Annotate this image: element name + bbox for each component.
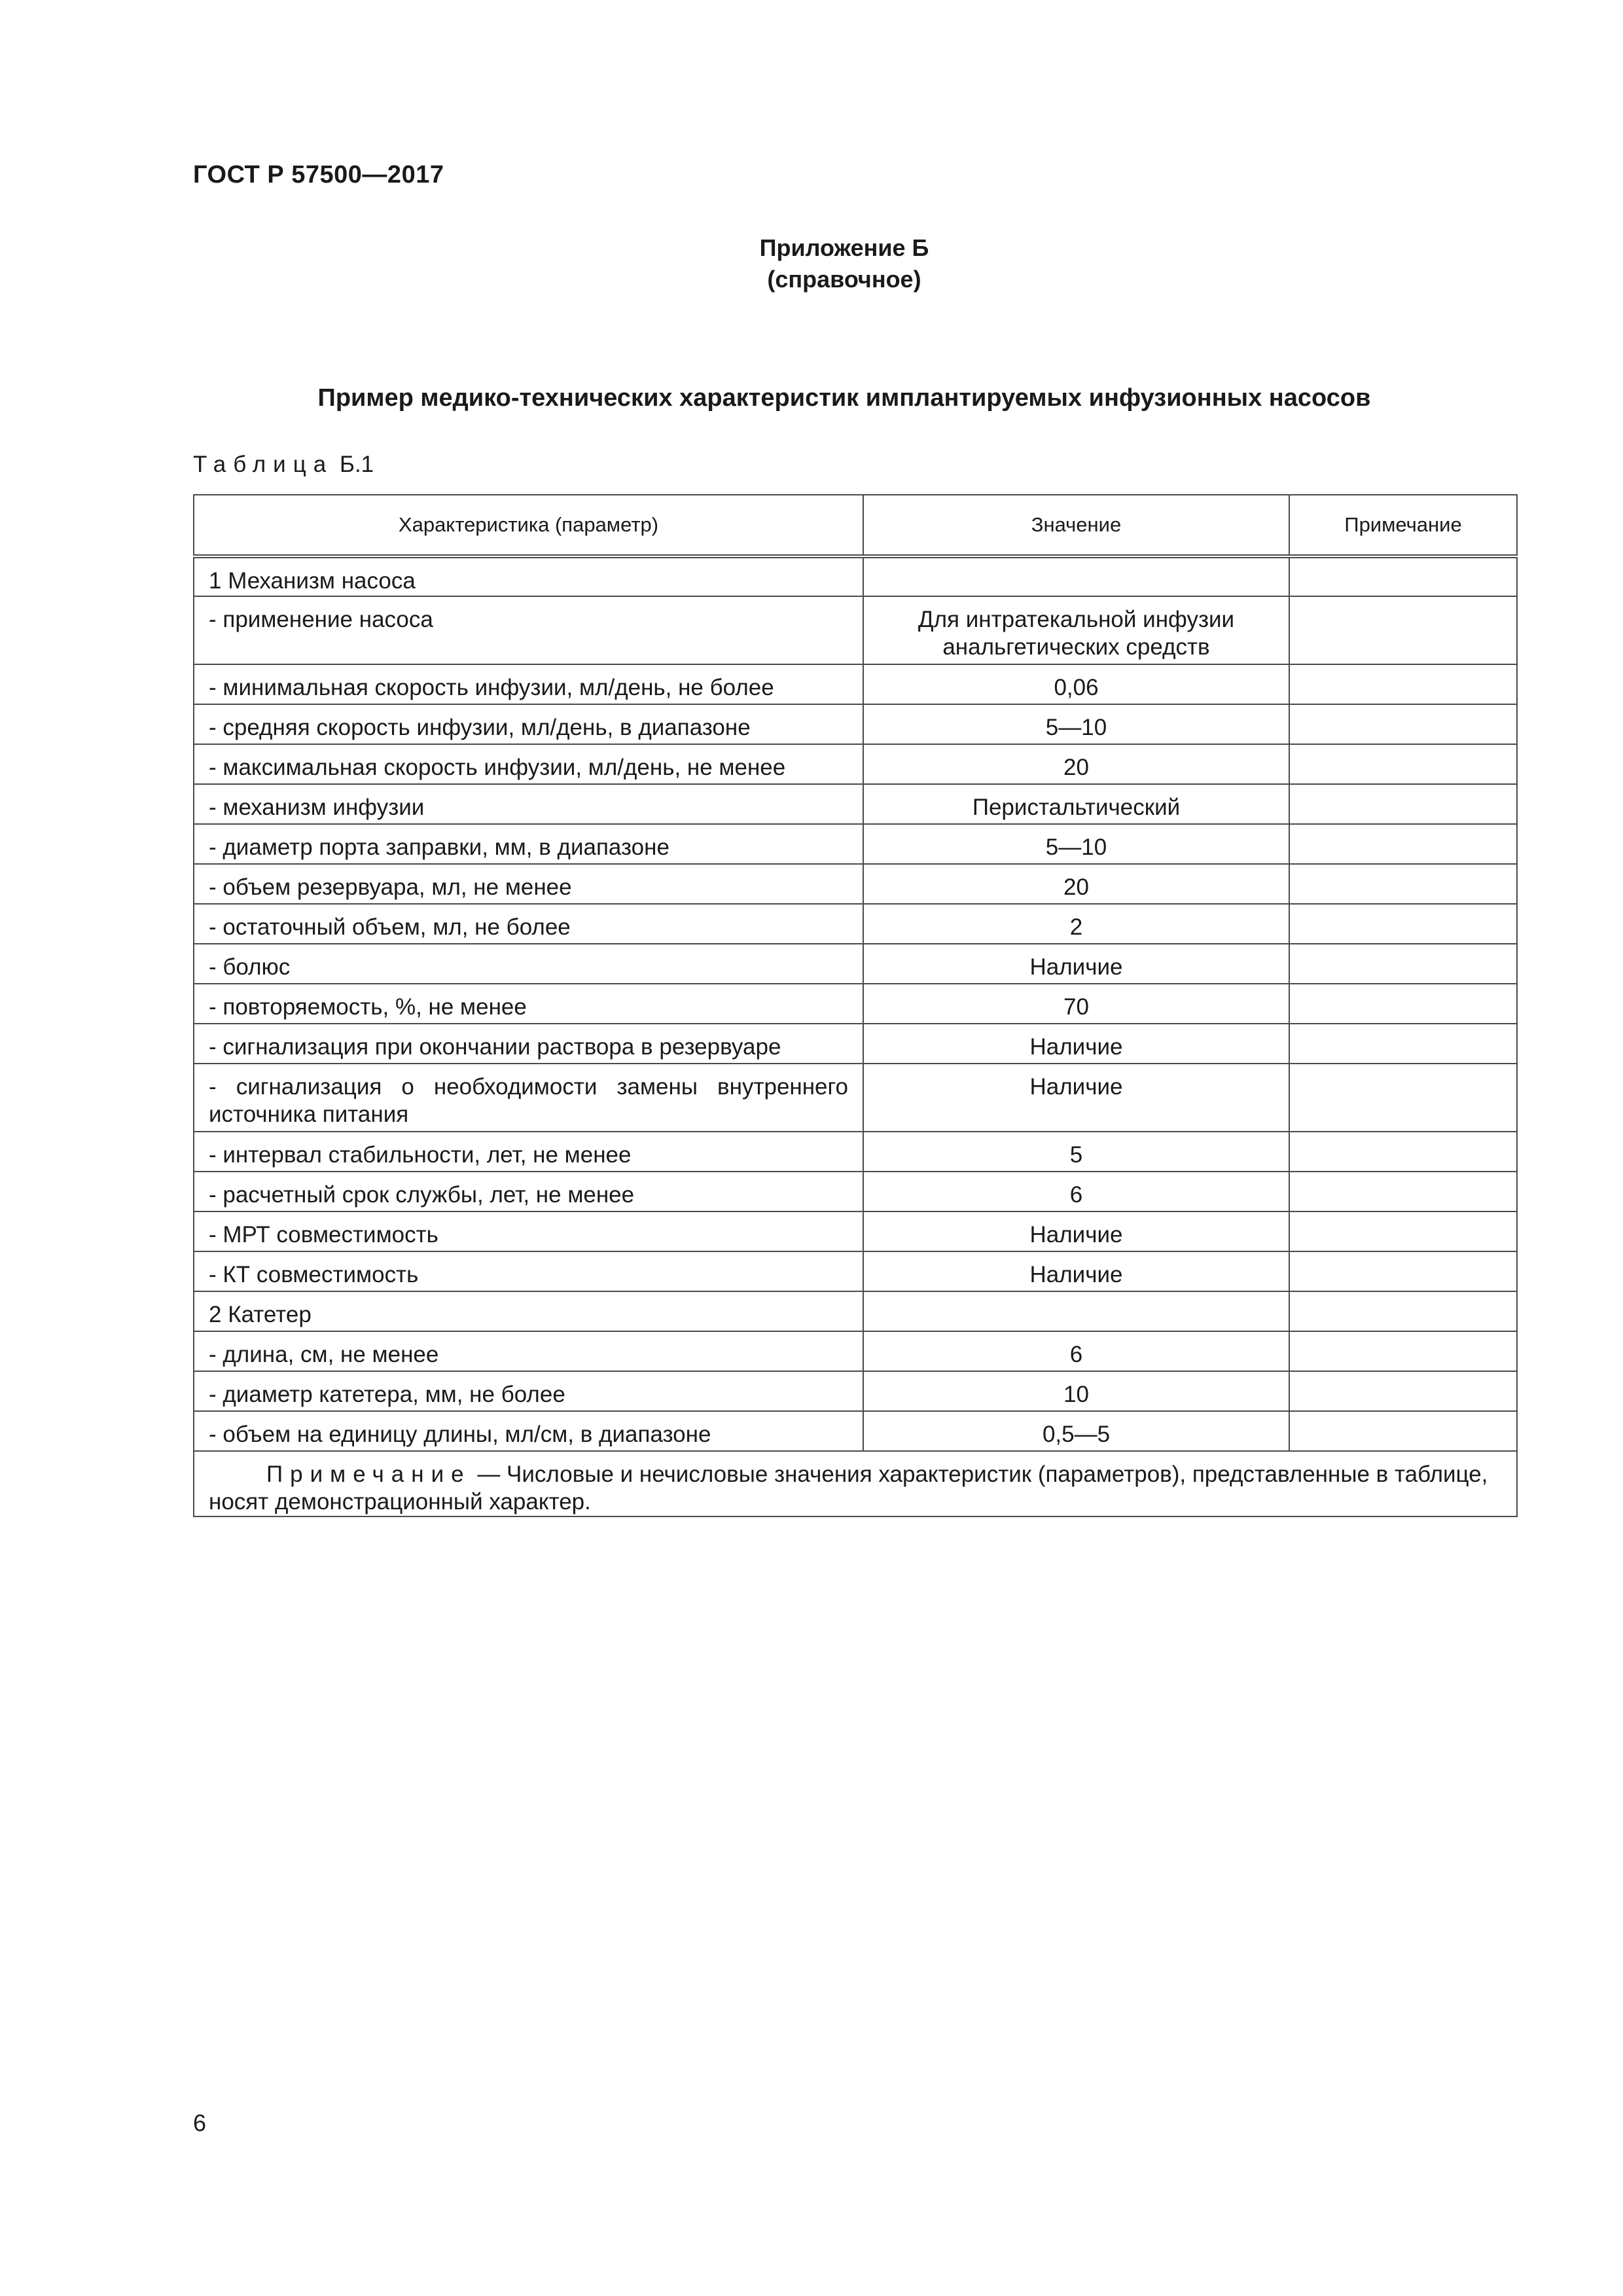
value-cell: 0,06 <box>863 664 1289 704</box>
param-cell: - КТ совместимость <box>194 1251 863 1291</box>
value-cell: Наличие <box>863 1024 1289 1064</box>
table-row <box>194 704 1517 744</box>
note-cell <box>1289 1024 1517 1064</box>
table-row <box>194 1371 1517 1411</box>
value-cell: 70 <box>863 984 1289 1024</box>
note-cell <box>1289 1211 1517 1251</box>
value-cell: Наличие <box>863 944 1289 984</box>
note-cell <box>1289 1064 1517 1132</box>
note-cell <box>1289 1172 1517 1211</box>
table-label-word: Таблица <box>193 452 334 477</box>
value-cell: 6 <box>863 1172 1289 1211</box>
value-cell: Для интратекальной инфузии анальгетических средств <box>863 596 1289 664</box>
table-row <box>194 664 1517 704</box>
table-footnote <box>194 1451 1517 1516</box>
param-cell: - объем резервуара, мл, не менее <box>194 864 863 904</box>
table-row <box>194 1024 1517 1064</box>
appendix-title: Приложение Б <box>759 234 929 261</box>
note-cell <box>1289 1411 1517 1451</box>
note-cell <box>1289 664 1517 704</box>
value-cell: 5—10 <box>863 824 1289 864</box>
param-cell: - диаметр порта заправки, мм, в диапазоне <box>194 824 863 864</box>
value-cell: 20 <box>863 864 1289 904</box>
table-row <box>194 556 1517 596</box>
param-cell: - средняя скорость инфузии, мл/день, в диапазоне <box>194 704 863 744</box>
param-cell: - применение насоса <box>194 596 863 664</box>
characteristics-table <box>193 494 1518 1517</box>
table-row <box>194 1064 1517 1132</box>
param-cell: - расчетный срок службы, лет, не менее <box>194 1172 863 1211</box>
page-number: 6 <box>193 2109 207 2136</box>
value-cell: 10 <box>863 1371 1289 1411</box>
param-cell: - болюс <box>194 944 863 984</box>
param-cell: - диаметр катетера, мм, не более <box>194 1371 863 1411</box>
note-cell <box>1289 556 1517 596</box>
value-cell <box>863 556 1289 596</box>
table-row <box>194 744 1517 784</box>
value-cell: 2 <box>863 904 1289 944</box>
note-cell <box>1289 1132 1517 1172</box>
header-note: Примечание <box>1289 495 1517 556</box>
table-row <box>194 1172 1517 1211</box>
note-cell <box>1289 864 1517 904</box>
note-cell <box>1289 1331 1517 1371</box>
param-cell: - длина, см, не менее <box>194 1331 863 1371</box>
note-cell <box>1289 784 1517 824</box>
param-cell: - механизм инфузии <box>194 784 863 824</box>
table-row <box>194 824 1517 864</box>
appendix-subtitle: (справочное) <box>767 266 921 293</box>
value-cell: 0,5—5 <box>863 1411 1289 1451</box>
note-cell <box>1289 824 1517 864</box>
appendix-heading <box>0 232 1623 295</box>
note-cell <box>1289 944 1517 984</box>
table-row <box>194 1132 1517 1172</box>
value-cell: 5 <box>863 1132 1289 1172</box>
table-row <box>194 1291 1517 1331</box>
param-cell: - повторяемость, %, не менее <box>194 984 863 1024</box>
table-row <box>194 944 1517 984</box>
value-cell: Перистальтический <box>863 784 1289 824</box>
param-cell: - сигнализация при окончании раствора в резервуаре <box>194 1024 863 1064</box>
param-cell: - объем на единицу длины, мл/см, в диапазоне <box>194 1411 863 1451</box>
param-cell: - МРТ совместимость <box>194 1211 863 1251</box>
table-header-row <box>194 495 1517 556</box>
value-cell: 20 <box>863 744 1289 784</box>
note-cell <box>1289 704 1517 744</box>
value-cell: 6 <box>863 1331 1289 1371</box>
table-row <box>194 596 1517 664</box>
table-row <box>194 984 1517 1024</box>
table-row <box>194 904 1517 944</box>
table-row <box>194 784 1517 824</box>
note-cell <box>1289 984 1517 1024</box>
header-value: Значение <box>863 495 1289 556</box>
table-row <box>194 1251 1517 1291</box>
value-cell <box>863 1291 1289 1331</box>
footnote-label: Примечание <box>266 1462 471 1487</box>
param-cell: - интервал стабильности, лет, не менее <box>194 1132 863 1172</box>
document-code: ГОСТ Р 57500—2017 <box>193 161 444 188</box>
table-row <box>194 1411 1517 1451</box>
note-cell <box>1289 1371 1517 1411</box>
table-row <box>194 1331 1517 1371</box>
table-row <box>194 1211 1517 1251</box>
footnote-text: — Числовые и нечисловые значения характеристик (параметров), представленные в таблице, носят демонстрационный характер. <box>209 1462 1488 1515</box>
param-cell: - максимальная скорость инфузии, мл/день, не менее <box>194 744 863 784</box>
value-cell: 5—10 <box>863 704 1289 744</box>
header-parameter: Характеристика (параметр) <box>194 495 863 556</box>
note-cell <box>1289 744 1517 784</box>
param-cell: 1 Механизм насоса <box>194 556 863 596</box>
value-cell: Наличие <box>863 1211 1289 1251</box>
note-cell <box>1289 1291 1517 1331</box>
value-cell: Наличие <box>863 1064 1289 1132</box>
param-cell: - сигнализация о необходимости замены внутреннего источника питания <box>194 1064 863 1132</box>
param-cell: - остаточный объем, мл, не более <box>194 904 863 944</box>
note-cell <box>1289 904 1517 944</box>
param-cell: 2 Катетер <box>194 1291 863 1331</box>
value-cell: Наличие <box>863 1251 1289 1291</box>
note-cell <box>1289 1251 1517 1291</box>
param-cell: - минимальная скорость инфузии, мл/день, не более <box>194 664 863 704</box>
table-row <box>194 864 1517 904</box>
document-title: Пример медико-технических характеристик имплантируемых инфузионных насосов <box>317 384 1371 412</box>
table-footnote-row <box>194 1451 1517 1516</box>
table-label-number: Б.1 <box>339 452 374 477</box>
table-label <box>193 452 374 478</box>
note-cell <box>1289 596 1517 664</box>
